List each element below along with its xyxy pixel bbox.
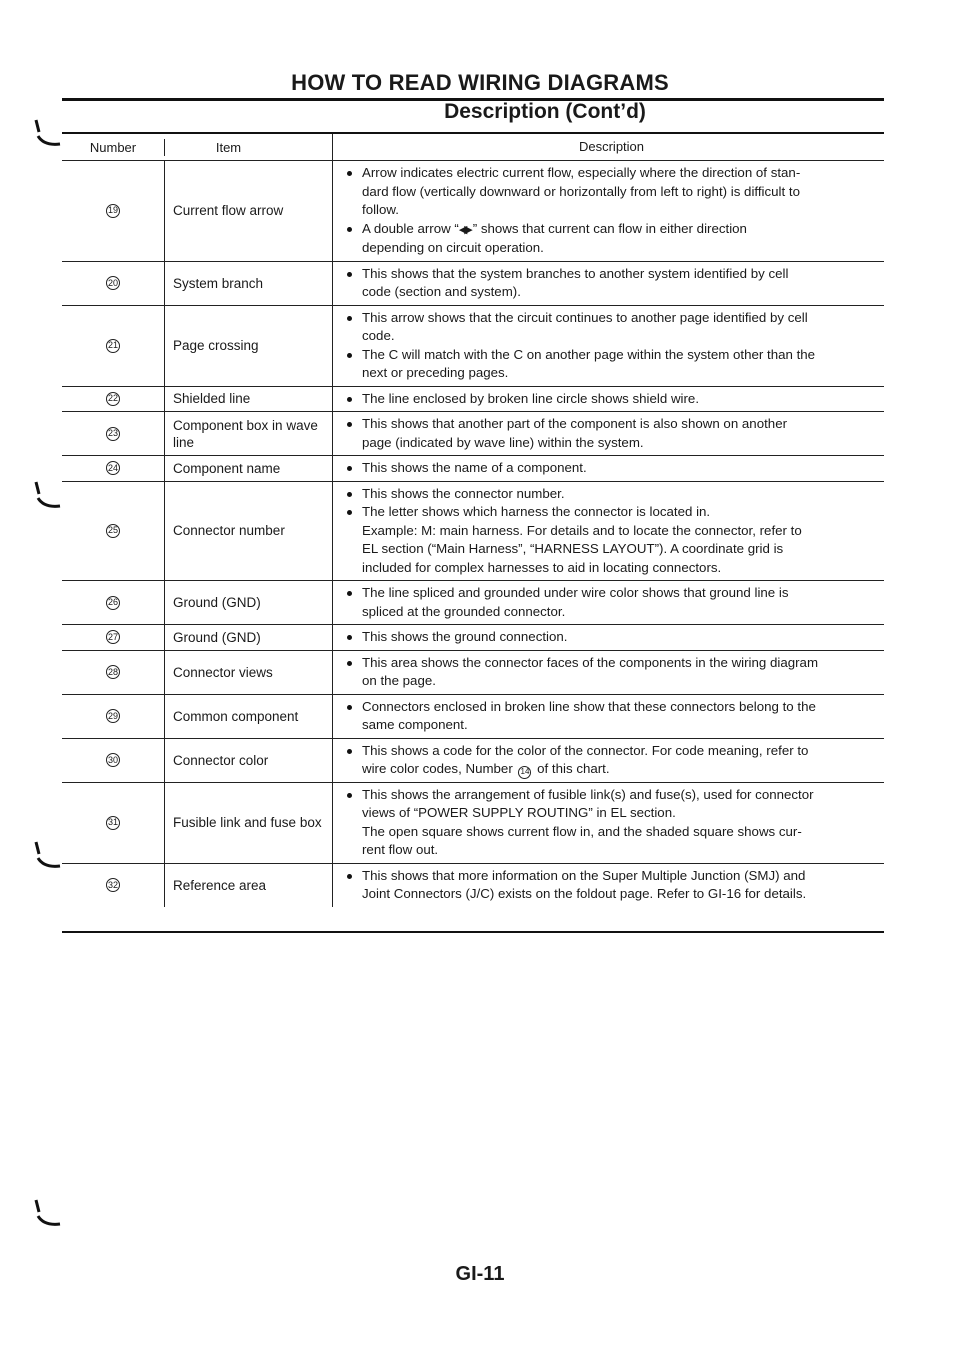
bullet-line: The line enclosed by broken line circle shows shield wire. [345, 390, 878, 409]
description-line: follow. [362, 202, 399, 217]
description-line: depending on circuit operation. [362, 240, 544, 255]
circled-number: 20 [106, 276, 120, 290]
binding-mark [34, 480, 64, 520]
page-subtitle: Description (Cont’d) [444, 100, 646, 123]
row-description-cell [332, 581, 884, 624]
circled-number: 24 [106, 461, 120, 475]
bullet-line: The line spliced and grounded under wire color shows that ground line is [345, 584, 878, 603]
table-header-row [62, 134, 884, 161]
description-text: ” shows that current can flow in either direction [472, 220, 747, 236]
row-number-cell [62, 625, 164, 650]
description-line: on the page. [362, 673, 436, 688]
row-number-cell [62, 306, 164, 386]
table-row [62, 651, 884, 695]
row-number-cell [62, 387, 164, 412]
description-text: A double arrow “ [362, 220, 459, 236]
table-row [62, 387, 884, 413]
description-line: views of “POWER SUPPLY ROUTING” in EL section. [362, 805, 676, 820]
circled-number: 32 [106, 878, 120, 892]
item-label: Reference area [173, 877, 267, 893]
table-row [62, 412, 884, 456]
item-label: Connector number [173, 523, 285, 539]
row-item-cell [164, 387, 332, 412]
description-table [62, 134, 884, 907]
description-line [345, 760, 878, 779]
row-item-cell [164, 783, 332, 863]
description-line: next or preceding pages. [362, 365, 509, 380]
item-label: Shielded line [173, 391, 251, 407]
circled-number: 19 [106, 204, 120, 218]
row-description-cell [332, 262, 884, 305]
description-text: wire color codes, Number [362, 761, 517, 776]
row-description-cell [332, 739, 884, 782]
description-line: code (section and system). [362, 284, 521, 299]
circled-number: 28 [106, 665, 120, 679]
description-line: included for complex harnesses to aid in locating connectors. [362, 559, 722, 575]
circled-number: 27 [106, 630, 120, 644]
description-line: dard flow (vertically downward or horizontally from left to right) is difficult to [362, 183, 800, 199]
description-line: code. [362, 328, 395, 343]
row-description-cell [332, 625, 884, 650]
bullet-line: This area shows the connector faces of the components in the wiring diagram [345, 654, 878, 673]
table-row [62, 456, 884, 482]
table-row [62, 482, 884, 582]
bullet-line: This shows that the system branches to another system identified by cell [345, 265, 878, 284]
description-line: The open square shows current flow in, and the shaded square shows cur- [362, 823, 802, 839]
column-header-item: Item [164, 139, 332, 156]
table-row [62, 864, 884, 907]
row-number-cell [62, 864, 164, 907]
row-number-cell [62, 783, 164, 863]
row-description-cell [332, 387, 884, 412]
bullet-line: Connectors enclosed in broken line show that these connectors belong to the [345, 698, 878, 717]
item-label: Component box in wave line [173, 417, 318, 450]
item-label: System branch [173, 275, 264, 291]
description-line: same component. [362, 717, 468, 732]
page-number: GI-11 [455, 1263, 505, 1285]
bullet-line: This shows that more information on the Super Multiple Junction (SMJ) and [345, 867, 878, 886]
description-text: of this chart. [533, 761, 610, 776]
circled-number: 26 [106, 596, 120, 610]
row-description-cell [332, 651, 884, 694]
description-line: Joint Connectors (J/C) exists on the foldout page. Refer to GI-16 for details. [362, 886, 807, 901]
column-header-number: Number [89, 139, 137, 155]
row-item-cell [164, 262, 332, 305]
circled-number: 30 [106, 753, 120, 767]
row-number-cell [62, 412, 164, 455]
row-number-cell [62, 695, 164, 738]
double-arrow-icon: ◀▶ [458, 223, 470, 236]
row-description-cell [332, 412, 884, 455]
item-label: Fusible link and fuse box [173, 815, 322, 830]
binding-mark [34, 840, 64, 880]
row-number-cell [62, 739, 164, 782]
item-label: Ground (GND) [173, 629, 261, 645]
circled-number: 21 [106, 339, 120, 353]
table-row [62, 739, 884, 783]
table-row [62, 161, 884, 262]
row-item-cell [164, 739, 332, 782]
row-item-cell [164, 581, 332, 624]
circled-number: 22 [106, 392, 120, 406]
bullet-line: The C will match with the C on another page within the system other than the [345, 346, 878, 365]
circled-number: 29 [106, 709, 120, 723]
row-description-cell [332, 456, 884, 481]
table-row [62, 783, 884, 864]
row-item-cell [164, 695, 332, 738]
item-label: Ground (GND) [173, 595, 261, 610]
table-row [62, 695, 884, 739]
bullet-line: Arrow indicates electric current flow, especially where the direction of stan- [345, 164, 878, 183]
row-item-cell [164, 161, 332, 261]
row-number-cell [62, 456, 164, 481]
item-label: Common component [173, 708, 299, 724]
row-number-cell [62, 581, 164, 624]
description-line: page (indicated by wave line) within the system. [362, 434, 644, 450]
table-bottom-rule [62, 931, 884, 933]
row-number-cell [62, 262, 164, 305]
bullet-line: This shows the connector number. [345, 485, 878, 504]
description-line: spliced at the grounded connector. [362, 603, 566, 619]
table-row [62, 625, 884, 651]
row-number-cell [62, 651, 164, 694]
description-line: Example: M: main harness. For details and to locate the connector, refer to [362, 522, 802, 538]
row-item-cell [164, 456, 332, 481]
bullet-line: This shows that another part of the component is also shown on another [345, 415, 878, 434]
item-label: Current flow arrow [173, 203, 284, 219]
bullet-line: This arrow shows that the circuit continues to another page identified by cell [345, 309, 878, 328]
circled-number: 25 [106, 524, 120, 538]
binding-mark [34, 118, 64, 158]
table-row [62, 581, 884, 625]
row-number-cell [62, 161, 164, 261]
row-item-cell [164, 482, 332, 581]
bullet-line: This shows the arrangement of fusible link(s) and fuse(s), used for connector [345, 786, 878, 805]
row-description-cell [332, 864, 884, 907]
table-row [62, 262, 884, 306]
bullet-line: The letter shows which harness the connector is located in. [345, 503, 878, 522]
circled-number: 14 [518, 766, 531, 779]
bullet-line: This shows the name of a component. [345, 459, 878, 478]
row-description-cell [332, 695, 884, 738]
item-label: Component name [173, 460, 281, 476]
row-number-cell [62, 482, 164, 581]
item-label: Connector views [173, 664, 273, 680]
row-item-cell [164, 864, 332, 907]
row-description-cell [332, 306, 884, 386]
description-line: rent flow out. [362, 842, 439, 857]
row-item-cell [164, 625, 332, 650]
row-description-cell [332, 783, 884, 863]
row-item-cell [164, 651, 332, 694]
circled-number: 23 [106, 427, 120, 441]
circled-number: 31 [106, 816, 120, 830]
page-title: HOW TO READ WIRING DIAGRAMS [291, 70, 669, 95]
bullet-line [345, 220, 878, 240]
row-description-cell [332, 482, 884, 581]
item-label: Page crossing [173, 338, 259, 353]
bullet-line: This shows a code for the color of the connector. For code meaning, refer to [345, 742, 878, 761]
bullet-line: This shows the ground connection. [345, 628, 878, 647]
table-row [62, 306, 884, 387]
row-item-cell [164, 412, 332, 455]
column-header-description: Description [332, 134, 884, 160]
binding-mark [34, 1198, 64, 1238]
row-description-cell [332, 161, 884, 261]
item-label: Connector color [173, 752, 269, 768]
description-line: EL section (“Main Harness”, “HARNESS LAYOUT”). A coordinate grid is [362, 541, 784, 556]
row-item-cell [164, 306, 332, 386]
